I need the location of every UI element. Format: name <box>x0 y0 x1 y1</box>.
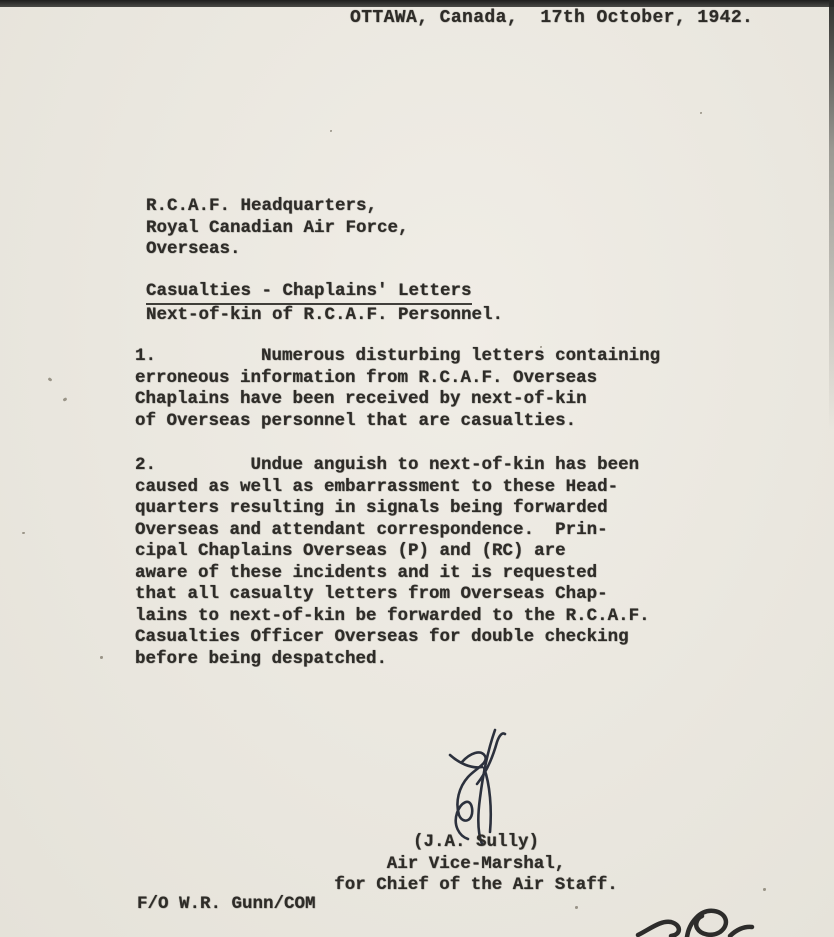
paragraph-line: quarters resulting in signals being forwarded <box>135 498 608 518</box>
paragraph-line: Overseas and attendant correspondence. Prin- <box>135 519 608 540</box>
scan-edge-right <box>829 0 834 430</box>
subject-block <box>146 281 503 326</box>
paragraph-line: lains to next-of-kin be forwarded to the R.C.A.F. <box>135 605 650 626</box>
paragraph-line: cipal Chaplains Overseas (P) and (RC) are <box>135 541 566 561</box>
paper-speck <box>763 888 766 891</box>
dateline: OTTAWA, Canada, 17th October, 1942. <box>350 8 754 28</box>
reference-line: F/O W.R. Gunn/COM <box>137 894 316 914</box>
paragraph-line: erroneous information from R.C.A.F. Overseas <box>135 367 598 388</box>
address-line: Royal Canadian Air Force, <box>146 217 409 238</box>
address-line: Overseas. <box>146 239 241 259</box>
signature-for-line: for Chief of the Air Staff. <box>334 875 618 895</box>
paper-speck <box>48 377 53 382</box>
paragraph-line: Chaplains have been received by next-of-kin <box>135 389 587 409</box>
signature-block <box>330 832 622 897</box>
paragraph-line: of Overseas personnel that are casualties. <box>135 410 577 431</box>
paragraph-line: aware of these incidents and it is requested <box>135 562 598 583</box>
paragraph-line: before being despatched. <box>135 648 388 669</box>
signature-rank: Air Vice-Marshal, <box>386 853 566 874</box>
paragraph-line: 1. Numerous disturbing letters containing <box>135 346 661 366</box>
paper-speck <box>700 112 702 114</box>
paragraph-1 <box>135 346 660 432</box>
paper-speck <box>63 397 68 402</box>
paragraph-line: caused as well as embarrassment to these Head- <box>135 476 619 497</box>
subject-title: Casualties - Chaplains' Letters <box>146 281 472 305</box>
paper-speck <box>100 656 103 659</box>
paper-speck <box>22 532 25 534</box>
paragraph-line: 2. Undue anguish to next-of-kin has been <box>135 455 640 475</box>
address-line: R.C.A.F. Headquarters, <box>146 196 378 216</box>
subject-subtitle: Next-of-kin of R.C.A.F. Personnel. <box>146 304 504 325</box>
paragraph-line: that all casualty letters from Overseas Chap- <box>135 584 608 604</box>
paragraph-line: Casualties Officer Overseas for double checking <box>135 627 629 647</box>
handwritten-mark <box>630 898 765 937</box>
address-block <box>146 196 409 261</box>
paragraph-2 <box>135 455 650 670</box>
paper-speck <box>330 130 332 132</box>
paper-speck <box>575 906 578 909</box>
signature-name: (J.A. Sully) <box>412 832 540 852</box>
